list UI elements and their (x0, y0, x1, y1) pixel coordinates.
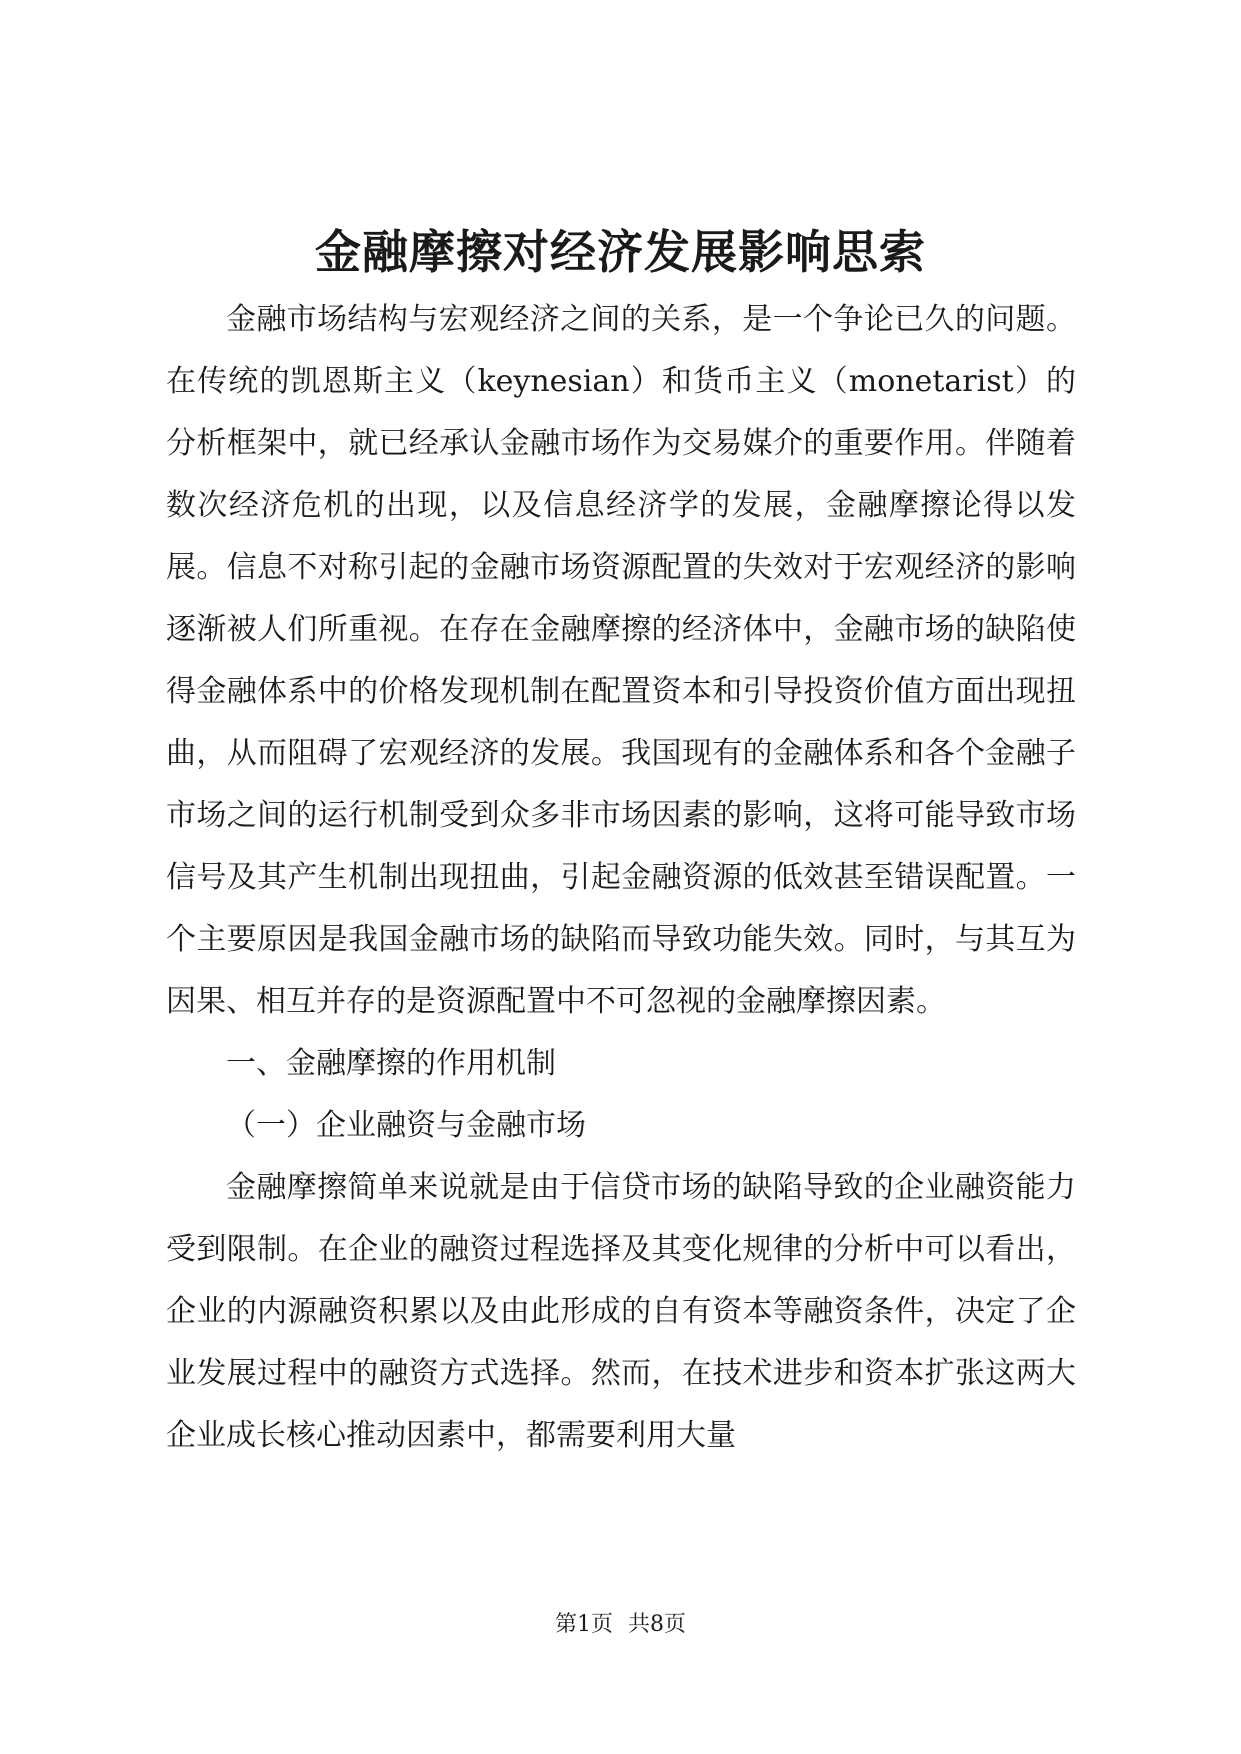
page-title: 金融摩擦对经济发展影响思索 (315, 225, 926, 279)
subsection-heading: （一）企业融资与金融市场 (226, 1108, 586, 1143)
document-body (166, 289, 1076, 1467)
paragraph-financing: 金融摩擦简单来说就是由于信贷市场的缺陷导致的企业融资能力受到限制。在企业的融资过程选择及其变化规律的分析中可以看出，企业的内源融资积累以及由此形成的自有资本等融资条件，决定了企业发展过程中的融资方式选择。然而，在技术进步和资本扩张这两大企业成长核心推动因素中，都需要利用大量 (166, 1170, 1076, 1453)
page-footer (0, 1610, 1241, 1640)
page-number: 第1页 (555, 1612, 613, 1637)
total-pages: 共8页 (628, 1612, 686, 1637)
paragraph-intro: 金融市场结构与宏观经济之间的关系，是一个争论已久的问题。在传统的凯恩斯主义（keynesian）和货币主义（monetarist）的分析框架中，就已经承认金融市场作为交易媒介的重要作用。伴随着数次经济危机的出现，以及信息经济学的发展，金融摩擦论得以发展。信息不对称引起的金融市场资源配置的失效对于宏观经济的影响逐渐被人们所重视。在存在金融摩擦的经济体中，金融市场的缺陷使得金融体系中的价格发现机制在配置资本和引导投资价值方面出现扭曲，从而阻碍了宏观经济的发展。我国现有的金融体系和各个金融子市场之间的运行机制受到众多非市场因素的影响，这将可能导致市场信号及其产生机制出现扭曲，引起金融资源的低效甚至错误配置。一个主要原因是我国金融市场的缺陷而导致功能失效。同时，与其互为因果、相互并存的是资源配置中不可忽视的金融摩擦因素。 (166, 302, 1076, 1019)
section-heading: 一、金融摩擦的作用机制 (226, 1046, 556, 1081)
